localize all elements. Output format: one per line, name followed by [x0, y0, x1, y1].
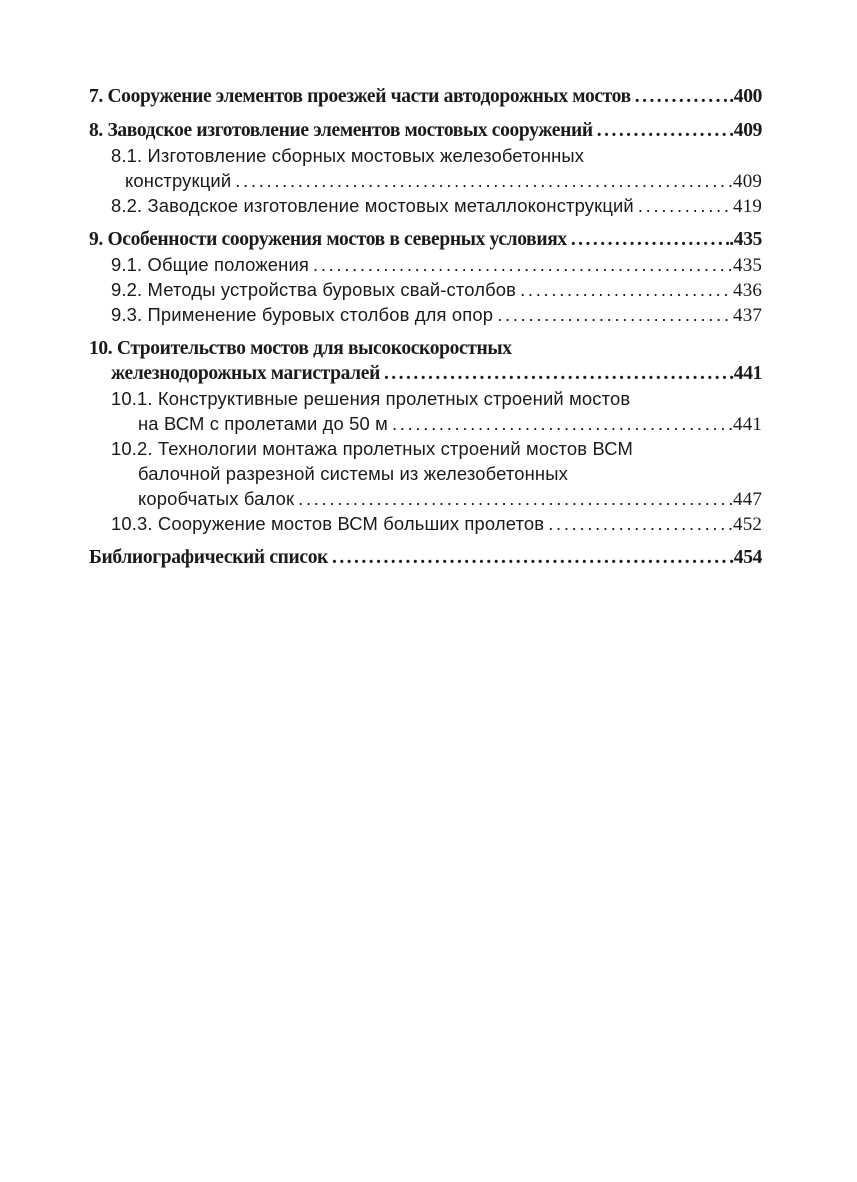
- toc-chapter-8-title: 8. Заводское изготовление элементов мостовых сооружений: [89, 120, 593, 141]
- toc-section-10-3-title: 10.3. Сооружение мостов ВСМ больших пролетов: [111, 513, 545, 534]
- toc-section-9-3-title: 9.3. Применение буровых столбов для опор: [111, 304, 494, 325]
- toc-section-9-2-title: 9.2. Методы устройства буровых свай-столбов: [111, 279, 517, 300]
- toc-section-8-1-title-line-2: конструкций: [125, 170, 232, 191]
- toc-section-8-2-title: 8.2. Заводское изготовление мостовых металлоконструкций: [111, 195, 634, 216]
- dot-leader: [380, 361, 729, 386]
- toc-section-10-2-title-line-3: коробчатых балок: [138, 488, 295, 509]
- dot-leader: [493, 302, 733, 327]
- toc-section-10-2: [89, 436, 762, 511]
- toc-section-9-1-page: 435: [733, 255, 762, 276]
- toc-chapter-10: [89, 336, 762, 386]
- toc-chapter-7-title: 7. Сооружение элементов проезжей части автодорожных мостов: [89, 86, 631, 107]
- toc-section-10-2-page: 447: [733, 489, 762, 510]
- dot-leader: [631, 84, 730, 109]
- toc-section-9-2: [89, 277, 762, 302]
- toc-chapter-10-title-line-2: железнодорожных магистралей: [111, 363, 380, 384]
- dot-leader: [294, 486, 733, 511]
- toc-section-9-3-page: 437: [733, 305, 762, 326]
- toc-section-10-1: [89, 386, 762, 436]
- dot-leader: [516, 277, 733, 302]
- toc-section-8-1-title-line-1: 8.1. Изготовление сборных мостовых железобетонных: [111, 145, 585, 166]
- toc-bibliography-page: .454: [729, 547, 762, 568]
- dot-leader: [388, 411, 733, 436]
- toc-section-10-3: [89, 511, 762, 536]
- toc-bibliography-title: Библиографический список: [89, 547, 328, 568]
- toc-section-8-2: [89, 193, 762, 218]
- dot-leader: [309, 252, 733, 277]
- toc-section-10-1-title-line-2: на ВСМ с пролетами до 50 м: [138, 413, 388, 434]
- toc-section-9-3: [89, 302, 762, 327]
- toc-chapter-10-title-line-1: 10. Строительство мостов для высокоскоростных: [89, 338, 512, 359]
- toc-chapter-8-page: .409: [729, 120, 762, 141]
- toc-chapter-7-page: .400: [729, 86, 762, 107]
- dot-leader: [328, 545, 729, 570]
- toc-section-9-2-page: 436: [733, 280, 762, 301]
- dot-leader: [544, 511, 733, 536]
- toc-section-10-2-title-line-2: балочной разрезной системы из железобетонных: [138, 463, 568, 484]
- toc-chapter-8: [89, 118, 762, 143]
- toc-chapter-9: [89, 227, 762, 252]
- toc-section-10-3-page: 452: [733, 514, 762, 535]
- dot-leader: [593, 118, 730, 143]
- toc-chapter-9-page: .435: [729, 229, 762, 250]
- toc-section-10-1-page: 441: [733, 414, 762, 435]
- toc-section-9-1: [89, 252, 762, 277]
- dot-leader: [231, 168, 733, 193]
- dot-leader: [634, 193, 733, 218]
- toc-section-10-2-title-line-1: 10.2. Технологии монтажа пролетных строений мостов ВСМ: [111, 438, 633, 459]
- toc-section-8-1-page: 409: [733, 171, 762, 192]
- toc-section-8-2-page: 419: [733, 196, 762, 217]
- toc-chapter-7: [89, 84, 762, 109]
- toc-section-9-1-title: 9.1. Общие положения: [111, 254, 310, 275]
- toc-section-10-1-title-line-1: 10.1. Конструктивные решения пролетных строений мостов: [111, 388, 631, 409]
- toc-section-8-1: [89, 143, 762, 193]
- dot-leader: [567, 227, 729, 252]
- toc-chapter-10-page: .441: [729, 363, 762, 384]
- table-of-contents: [89, 84, 762, 570]
- toc-bibliography: [89, 545, 762, 570]
- toc-chapter-9-title: 9. Особенности сооружения мостов в северных условиях: [89, 229, 567, 250]
